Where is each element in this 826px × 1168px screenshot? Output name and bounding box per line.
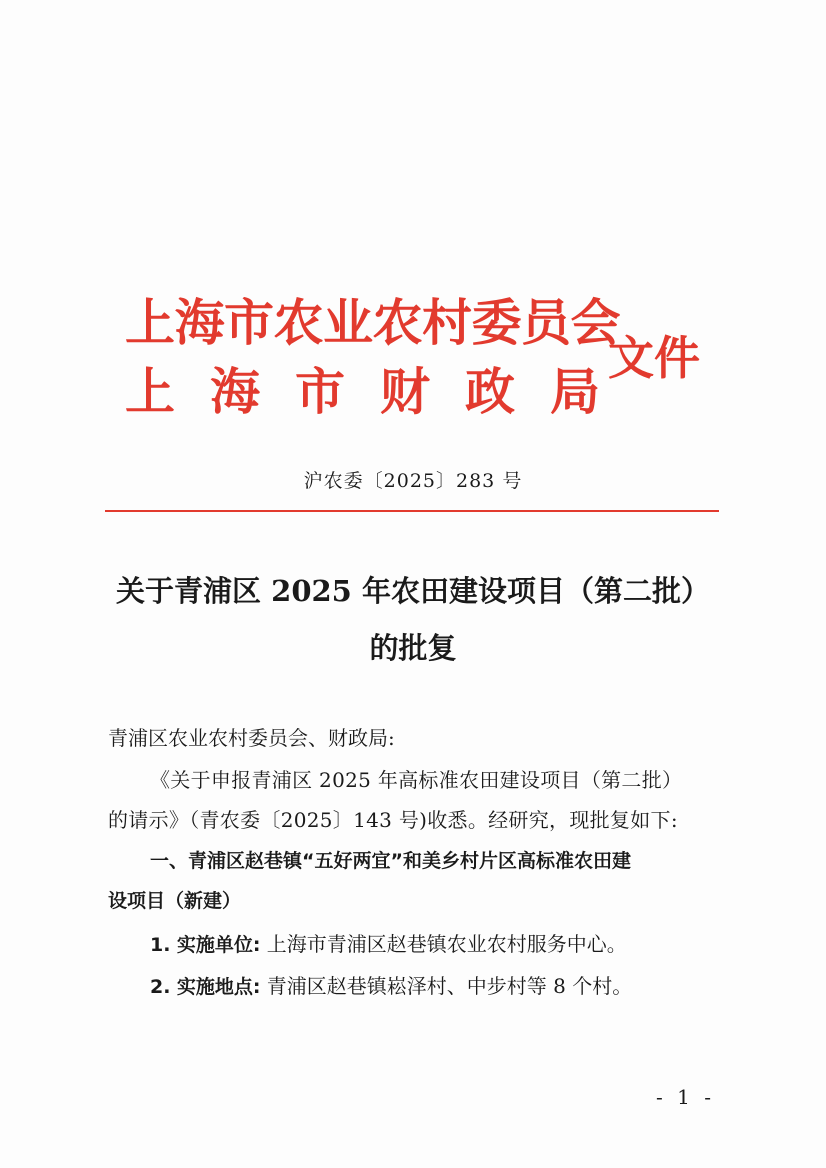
item-number: 2. (150, 976, 171, 998)
item-value: 上海市青浦区赵巷镇农业农村服务中心。 (266, 932, 627, 956)
document-number: 沪农委〔2025〕283 号 (303, 470, 523, 492)
item-label: 实施地点: (176, 976, 261, 998)
list-item (150, 928, 627, 957)
document-title-line-1: 关于青浦区 2025 年农田建设项目（第二批） (116, 574, 710, 608)
document-type-label: 文件 (608, 331, 700, 385)
section-heading-line: 一、青浦区赵巷镇“五好两宜”和美乡村片区高标准农田建 (150, 850, 631, 872)
section-heading-line: 设项目（新建） (108, 890, 242, 912)
issuer-char: 政 (465, 362, 515, 421)
document-title-line-2: 的批复 (369, 631, 457, 665)
item-label: 实施单位: (176, 934, 261, 956)
issuer-char: 市 (295, 362, 345, 421)
list-item (150, 970, 632, 999)
item-value: 青浦区赵巷镇崧泽村、中步村等 8 个村。 (266, 974, 633, 998)
issuer-char: 上 (125, 362, 175, 421)
page-number: - 1 - (656, 1085, 715, 1109)
item-number: 1. (150, 934, 171, 956)
paragraph-line: 《关于申报青浦区 2025 年高标准农田建设项目（第二批） (150, 768, 683, 792)
paragraph-line: 的请示》（青农委〔2025〕143 号)收悉。经研究，现批复如下: (108, 808, 678, 832)
issuer-line-2 (125, 352, 600, 424)
addressee: 青浦区农业农村委员会、财政局: (108, 726, 395, 750)
issuer-char: 财 (380, 362, 430, 421)
issuer-char: 海 (210, 362, 260, 421)
issuer-char: 局 (550, 362, 600, 421)
issuer-line-1: 上海市农业农村委员会 (125, 293, 620, 352)
red-divider (105, 510, 719, 512)
